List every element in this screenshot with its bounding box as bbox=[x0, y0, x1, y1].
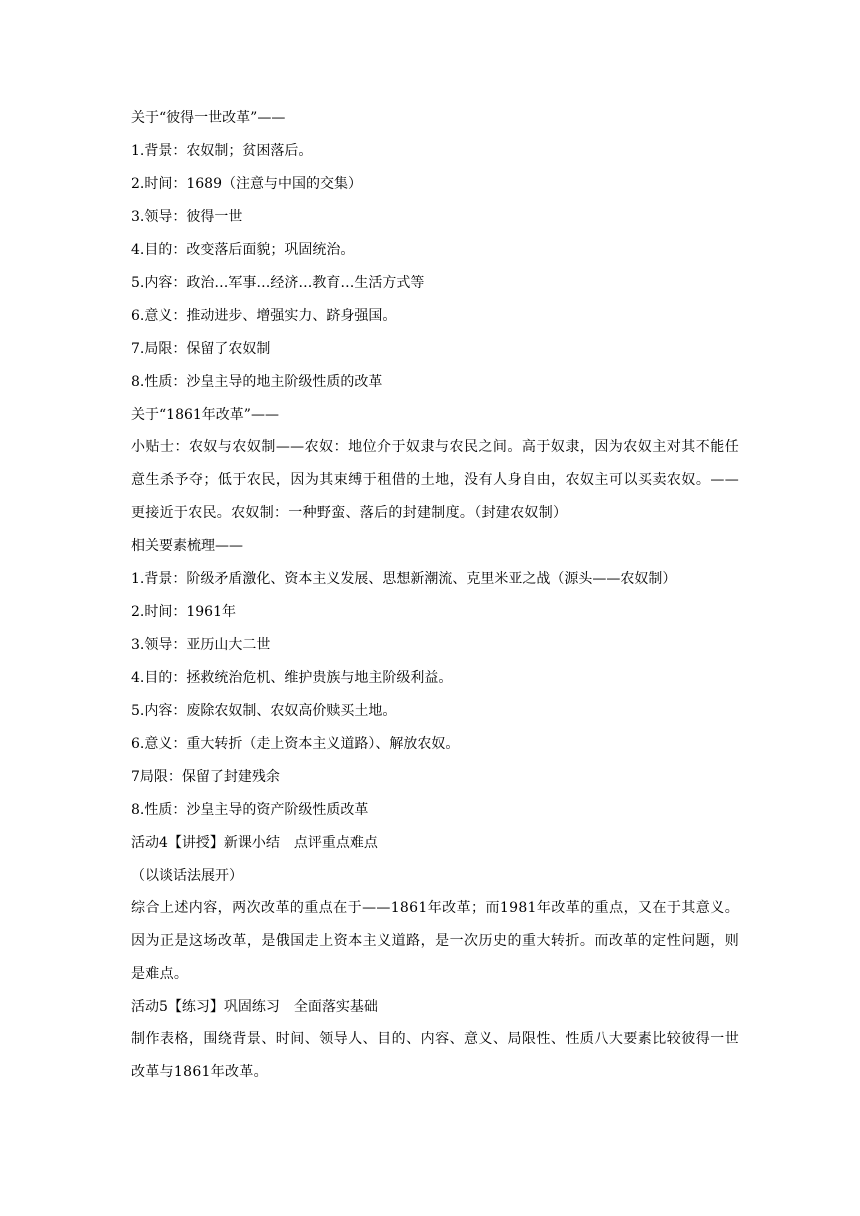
section2-item-nature: 8.性质：沙皇主导的资产阶级性质改革 bbox=[131, 802, 369, 818]
section1-item-limitation: 7.局限：保留了农奴制 bbox=[131, 341, 271, 357]
section2-tip-paragraph: 小贴士：农奴与农奴制——农奴：地位介于奴隶与农民之间。高于奴隶，因为农奴主对其不能任意生杀予夺；低于农民，因为其束缚于租借的土地，没有人身自由，农奴主可以买卖农奴。——更接近于农民。农奴制：一种野蛮、落后的封建制度。（封建农奴制） bbox=[131, 439, 739, 521]
document-body bbox=[131, 108, 739, 1095]
activity5-title: 活动5【练习】巩固练习 全面落实基础 bbox=[131, 999, 378, 1015]
section2-item-content: 5.内容：废除农奴制、农奴高价赎买土地。 bbox=[131, 703, 397, 719]
activity4-note: （以谈话法展开） bbox=[131, 868, 243, 884]
section1-item-significance: 6.意义：推动进步、增强实力、跻身强国。 bbox=[131, 308, 397, 324]
activity5-exercise-paragraph: 制作表格，围绕背景、时间、领导人、目的、内容、意义、局限性、性质八大要素比较彼得一世改革与1861年改革。 bbox=[131, 1031, 739, 1080]
section2-item-significance: 6.意义：重大转折（走上资本主义道路）、解放农奴。 bbox=[131, 736, 460, 752]
section2-item-limitation: 7局限：保留了封建残余 bbox=[131, 769, 280, 785]
section1-heading: 关于“彼得一世改革”—— bbox=[131, 110, 286, 126]
section1-item-time: 2.时间：1689（注意与中国的交集） bbox=[131, 176, 362, 192]
section1-item-purpose: 4.目的：改变落后面貌；巩固统治。 bbox=[131, 242, 355, 258]
section1-item-leader: 3.领导：彼得一世 bbox=[131, 209, 243, 225]
section2-item-time: 2.时间：1961年 bbox=[131, 604, 236, 620]
activity4-title: 活动4【讲授】新课小结 点评重点难点 bbox=[131, 835, 378, 851]
section2-subheading: 相关要素梳理—— bbox=[131, 538, 243, 554]
section1-item-content: 5.内容：政治…军事…经济…教育…生活方式等 bbox=[131, 275, 425, 291]
section2-heading: 关于“1861年改革”—— bbox=[131, 407, 279, 423]
section2-item-purpose: 4.目的：拯救统治危机、维护贵族与地主阶级利益。 bbox=[131, 670, 453, 686]
activity4-summary-paragraph: 综合上述内容，两次改革的重点在于——1861年改革；而1981年改革的重点，又在于其意义。因为正是这场改革，是俄国走上资本主义道路，是一次历史的重大转折。而改革的定性问题，则是难点。 bbox=[131, 900, 739, 982]
section1-item-background: 1.背景：农奴制；贫困落后。 bbox=[131, 143, 313, 159]
section1-item-nature: 8.性质：沙皇主导的地主阶级性质的改革 bbox=[131, 374, 383, 390]
section2-item-leader: 3.领导：亚历山大二世 bbox=[131, 637, 271, 653]
section2-item-background: 1.背景：阶级矛盾激化、资本主义发展、思想新潮流、克里米亚之战（源头——农奴制） bbox=[131, 571, 677, 587]
